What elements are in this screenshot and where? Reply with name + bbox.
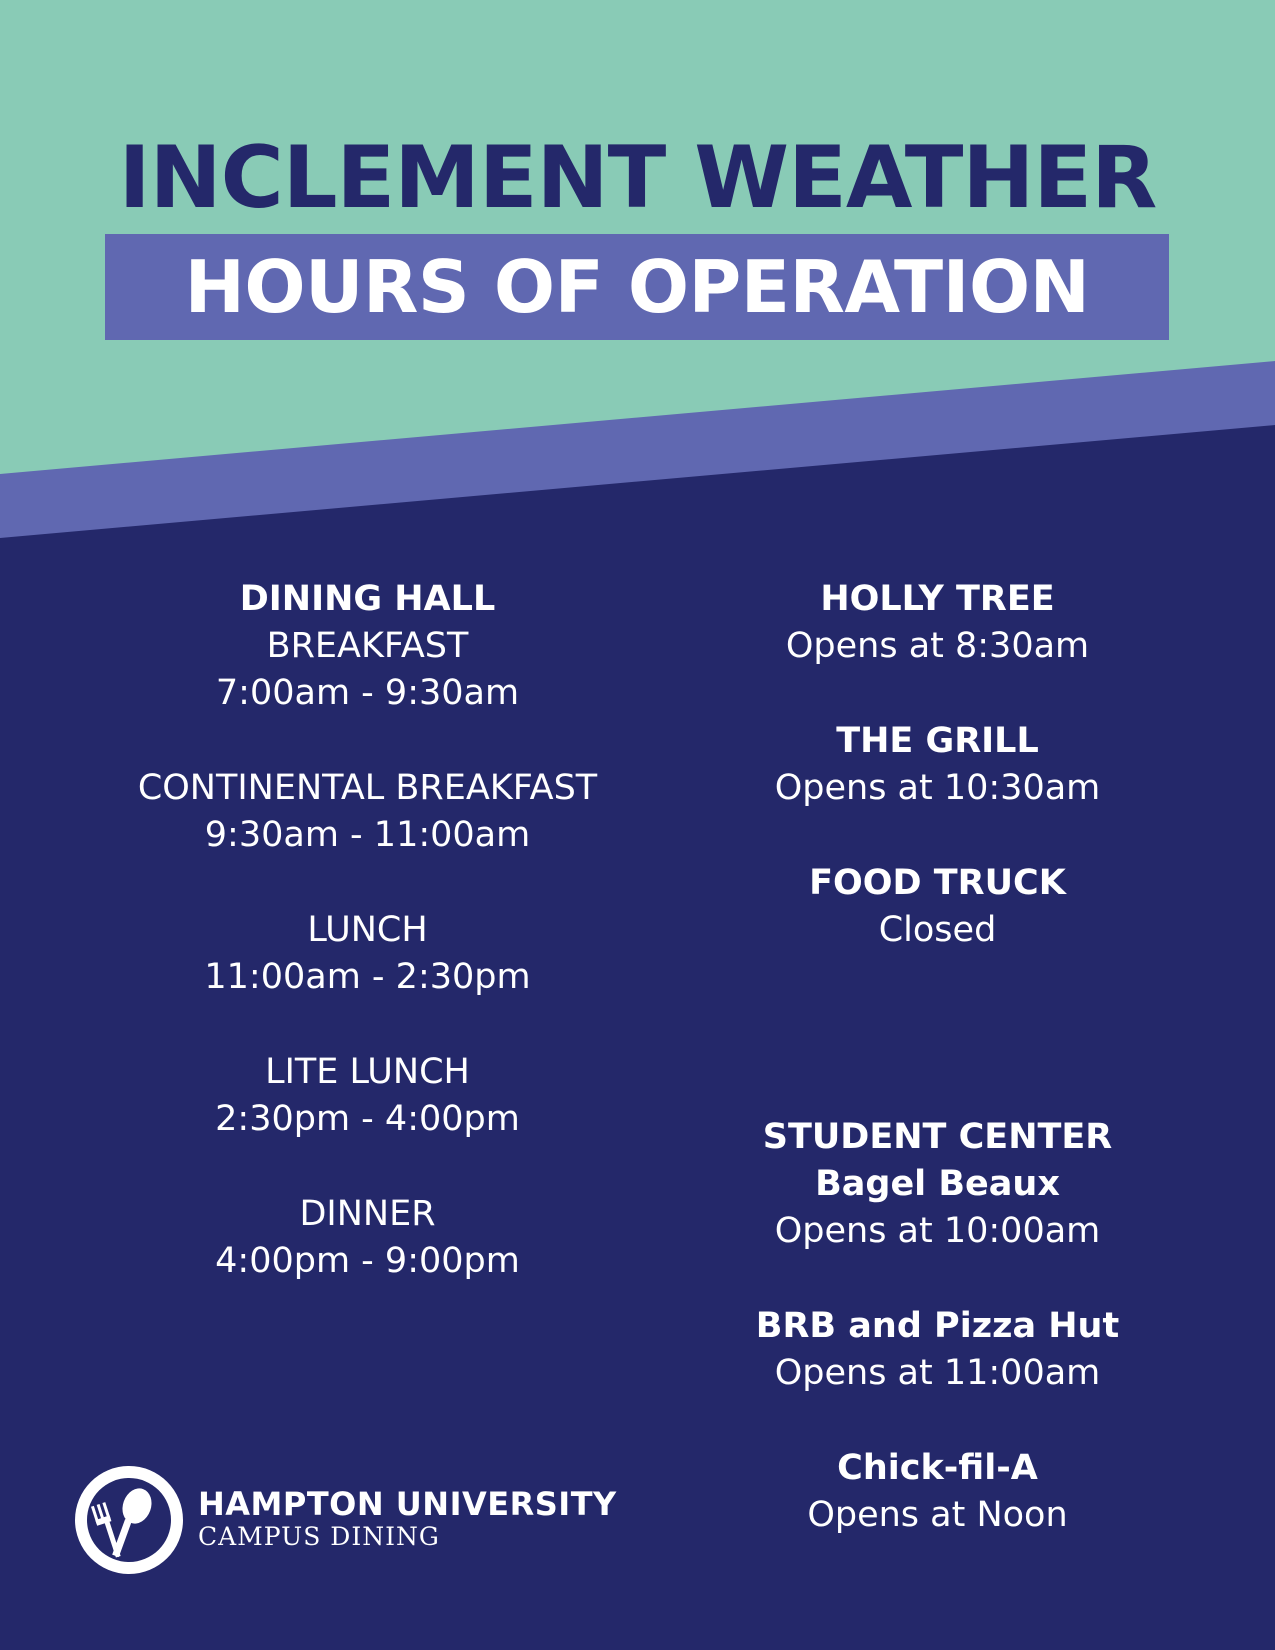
logo-wordmark bbox=[198, 1486, 617, 1552]
venue-hours: Opens at 10:30am bbox=[774, 768, 1101, 808]
venue-hours: Opens at Noon bbox=[807, 1495, 1068, 1535]
student-center-heading: STUDENT CENTER bbox=[762, 1117, 1113, 1157]
venue-block bbox=[700, 1445, 1175, 1539]
meal-name: DINNER bbox=[299, 1194, 436, 1234]
meal-name: BREAKFAST bbox=[266, 626, 469, 666]
venues-column bbox=[700, 576, 1175, 1539]
venue-hours: Opens at 8:30am bbox=[785, 626, 1090, 666]
venue-name: HOLLY TREE bbox=[820, 579, 1055, 619]
page-subtitle: HOURS OF OPERATION bbox=[184, 245, 1090, 329]
meal-hours: 4:00pm - 9:00pm bbox=[215, 1241, 520, 1281]
venue-hours: Opens at 11:00am bbox=[774, 1353, 1101, 1393]
venue-block bbox=[700, 1303, 1175, 1397]
venue-hours: Opens at 10:00am bbox=[774, 1211, 1101, 1251]
page-title: INCLEMENT WEATHER bbox=[118, 128, 1157, 228]
dining-hall-heading: DINING HALL bbox=[239, 579, 496, 619]
venue-name: FOOD TRUCK bbox=[809, 863, 1066, 903]
meal-block bbox=[60, 765, 675, 859]
meal-block bbox=[60, 907, 675, 1001]
dining-hall-column bbox=[60, 576, 675, 1285]
student-center-section bbox=[700, 1114, 1175, 1255]
meal-hours: 2:30pm - 4:00pm bbox=[215, 1099, 520, 1139]
meal-name: CONTINENTAL BREAKFAST bbox=[137, 768, 598, 808]
logo-name: HAMPTON UNIVERSITY bbox=[198, 1485, 617, 1523]
meal-name: LUNCH bbox=[307, 910, 428, 950]
subtitle-banner bbox=[105, 234, 1169, 340]
venue-name: THE GRILL bbox=[836, 721, 1039, 761]
venue-block bbox=[700, 860, 1175, 954]
meal-hours: 9:30am - 11:00am bbox=[204, 815, 531, 855]
meal-block bbox=[60, 1049, 675, 1143]
fork-and-spoon-icon bbox=[87, 1478, 171, 1562]
logo-subtitle: CAMPUS DINING bbox=[198, 1522, 440, 1551]
meal-block bbox=[60, 1191, 675, 1285]
meal-name: LITE LUNCH bbox=[265, 1052, 470, 1092]
venue-name: Bagel Beaux bbox=[815, 1164, 1060, 1204]
meal-hours: 7:00am - 9:30am bbox=[215, 673, 520, 713]
venue-block bbox=[700, 718, 1175, 812]
dining-hall-section bbox=[60, 576, 675, 717]
venue-name: BRB and Pizza Hut bbox=[755, 1306, 1120, 1346]
venue-hours: Closed bbox=[878, 910, 997, 950]
meal-hours: 11:00am - 2:30pm bbox=[204, 957, 531, 997]
logo-badge bbox=[75, 1466, 183, 1574]
venue-block bbox=[700, 576, 1175, 670]
venue-name: Chick-fil-A bbox=[837, 1448, 1038, 1488]
